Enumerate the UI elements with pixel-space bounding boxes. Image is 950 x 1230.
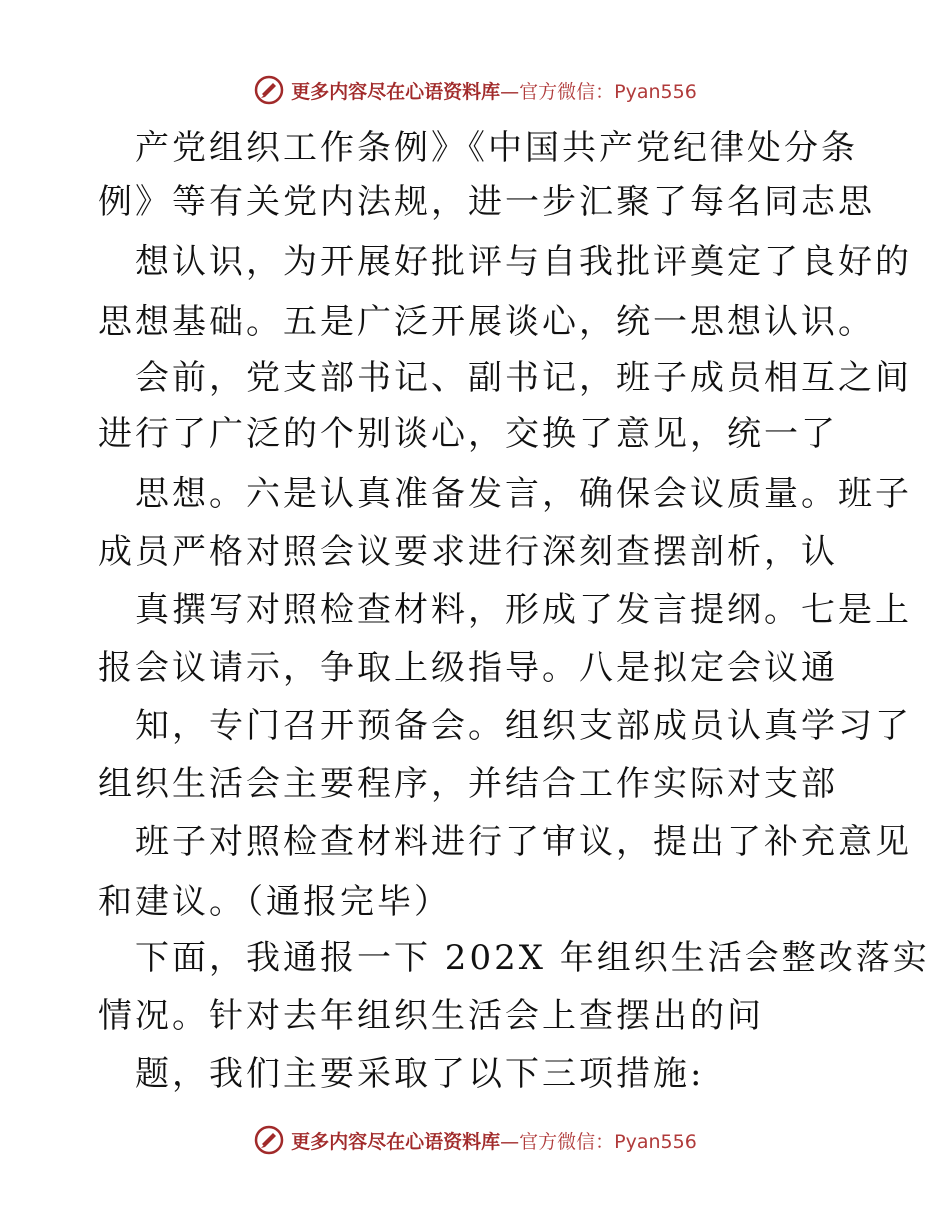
body-line: 会前，党支部书记、副书记，班子成员相互之间 — [135, 358, 912, 398]
footer-separator: — — [500, 1130, 520, 1153]
body-line: 和建议。（通报完毕） — [98, 882, 451, 922]
footer-wechat-text: 官方微信：Pyan556 — [519, 1130, 697, 1153]
body-line: 题，我们主要采取了以下三项措施: — [135, 1054, 705, 1094]
body-line: 进行了广泛的个别谈心，交换了意见，统一了 — [98, 414, 838, 454]
header-wechat-text: 官方微信：Pyan556 — [519, 80, 697, 103]
body-line: 知，专门召开预备会。组织支部成员认真学习了 — [135, 706, 912, 746]
header-separator: — — [500, 80, 520, 103]
footer-brand-text: 更多内容尽在心语资料库 — [291, 1130, 501, 1153]
body-line: 成员严格对照会议要求进行深刻查摆剖析，认 — [98, 532, 838, 572]
body-line: 产党组织工作条例》《中国共产党纪律处分条 — [135, 128, 858, 168]
body-line: 真撰写对照检查材料，形成了发言提纲。七是上 — [135, 590, 912, 630]
body-line: 思想基础。五是广泛开展谈心，统一思想认识。 — [98, 302, 875, 342]
body-line: 想认识，为开展好批评与自我批评奠定了良好的 — [135, 242, 912, 282]
body-line: 下面，我通报一下 202X 年组织生活会整改落实 — [135, 938, 930, 978]
body-line: 班子对照检查材料进行了审议，提出了补充意见 — [135, 822, 912, 862]
header-watermark-text — [291, 77, 697, 104]
body-line: 思想。六是认真准备发言，确保会议质量。班子 — [135, 474, 912, 514]
header-banner — [0, 70, 950, 110]
footer-banner — [0, 1120, 950, 1160]
brand-logo-icon — [253, 74, 285, 106]
body-line: 组织生活会主要程序，并结合工作实际对支部 — [98, 764, 838, 804]
body-line: 情况。针对去年组织生活会上查摆出的问 — [98, 996, 764, 1036]
header-brand-text: 更多内容尽在心语资料库 — [291, 80, 501, 103]
body-line: 例》等有关党内法规，进一步汇聚了每名同志思 — [98, 182, 875, 222]
brand-logo-icon — [253, 1124, 285, 1156]
body-line: 报会议请示，争取上级指导。八是拟定会议通 — [98, 648, 838, 688]
footer-watermark-text — [291, 1127, 697, 1154]
